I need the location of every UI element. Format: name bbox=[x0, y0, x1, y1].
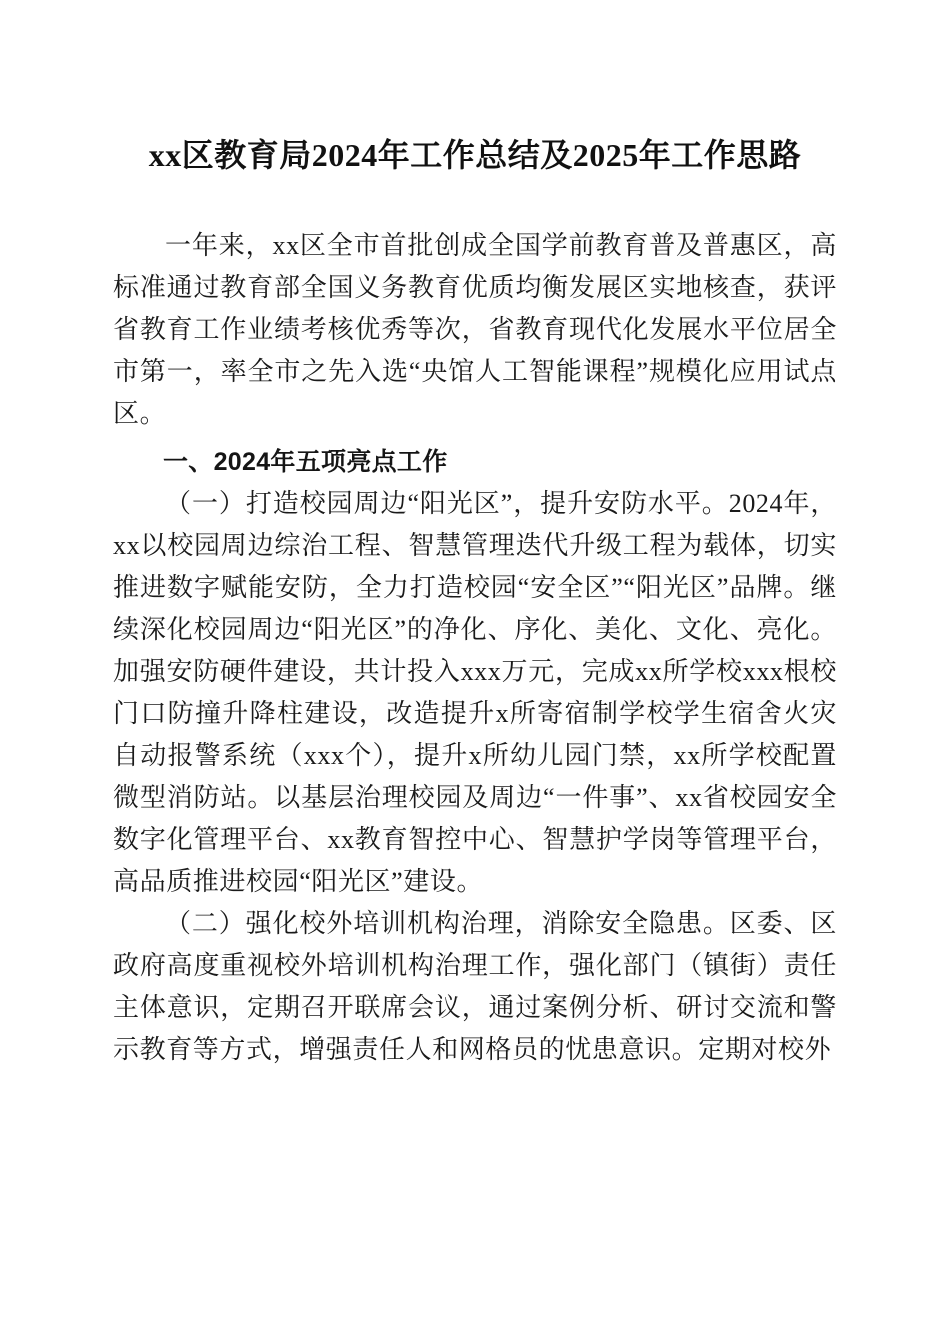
document-content bbox=[113, 0, 837, 1071]
page-title: xx区教育局2024年工作总结及2025年工作思路 bbox=[148, 137, 802, 173]
paragraph-item-1: （一）打造校园周边“阳光区”，提升安防水平。2024年，xx以校园周边综治工程、智慧管理迭代升级工程为载体，切实推进数字赋能安防，全力打造校园“安全区”“阳光区”品牌。继续深化校园周边“阳光区”的净化、序化、美化、文化、亮化。加强安防硬件建设，共计投入xxx万元，完成xx所学校xxx根校门口防撞升降柱建设，改造提升x所寄宿制学校学生宿舍火灾自动报警系统（xxx个），提升x所幼儿园门禁，xx所学校配置微型消防站。以基层治理校园及周边“一件事”、xx省校园安全数字化管理平台、xx教育智控中心、智慧护学岗等管理平台，高品质推进校园“阳光区”建设。 bbox=[113, 489, 837, 896]
section-heading-1: 一、2024年五项亮点工作 bbox=[163, 448, 448, 476]
paragraph-item-2: （二）强化校外培训机构治理，消除安全隐患。区委、区政府高度重视校外培训机构治理工作，强化部门（镇街）责任主体意识，定期召开联席会议，通过案例分析、研讨交流和警示教育等方式，增强责任人和网格员的忧患意识。定期对校外 bbox=[113, 909, 837, 1064]
paragraph-intro: 一年来，xx区全市首批创成全国学前教育普及普惠区，高标准通过教育部全国义务教育优质均衡发展区实地核查，获评省教育工作业绩考核优秀等次，省教育现代化发展水平位居全市第一，率全市之先入选“央馆人工智能课程”规模化应用试点区。 bbox=[113, 231, 837, 428]
